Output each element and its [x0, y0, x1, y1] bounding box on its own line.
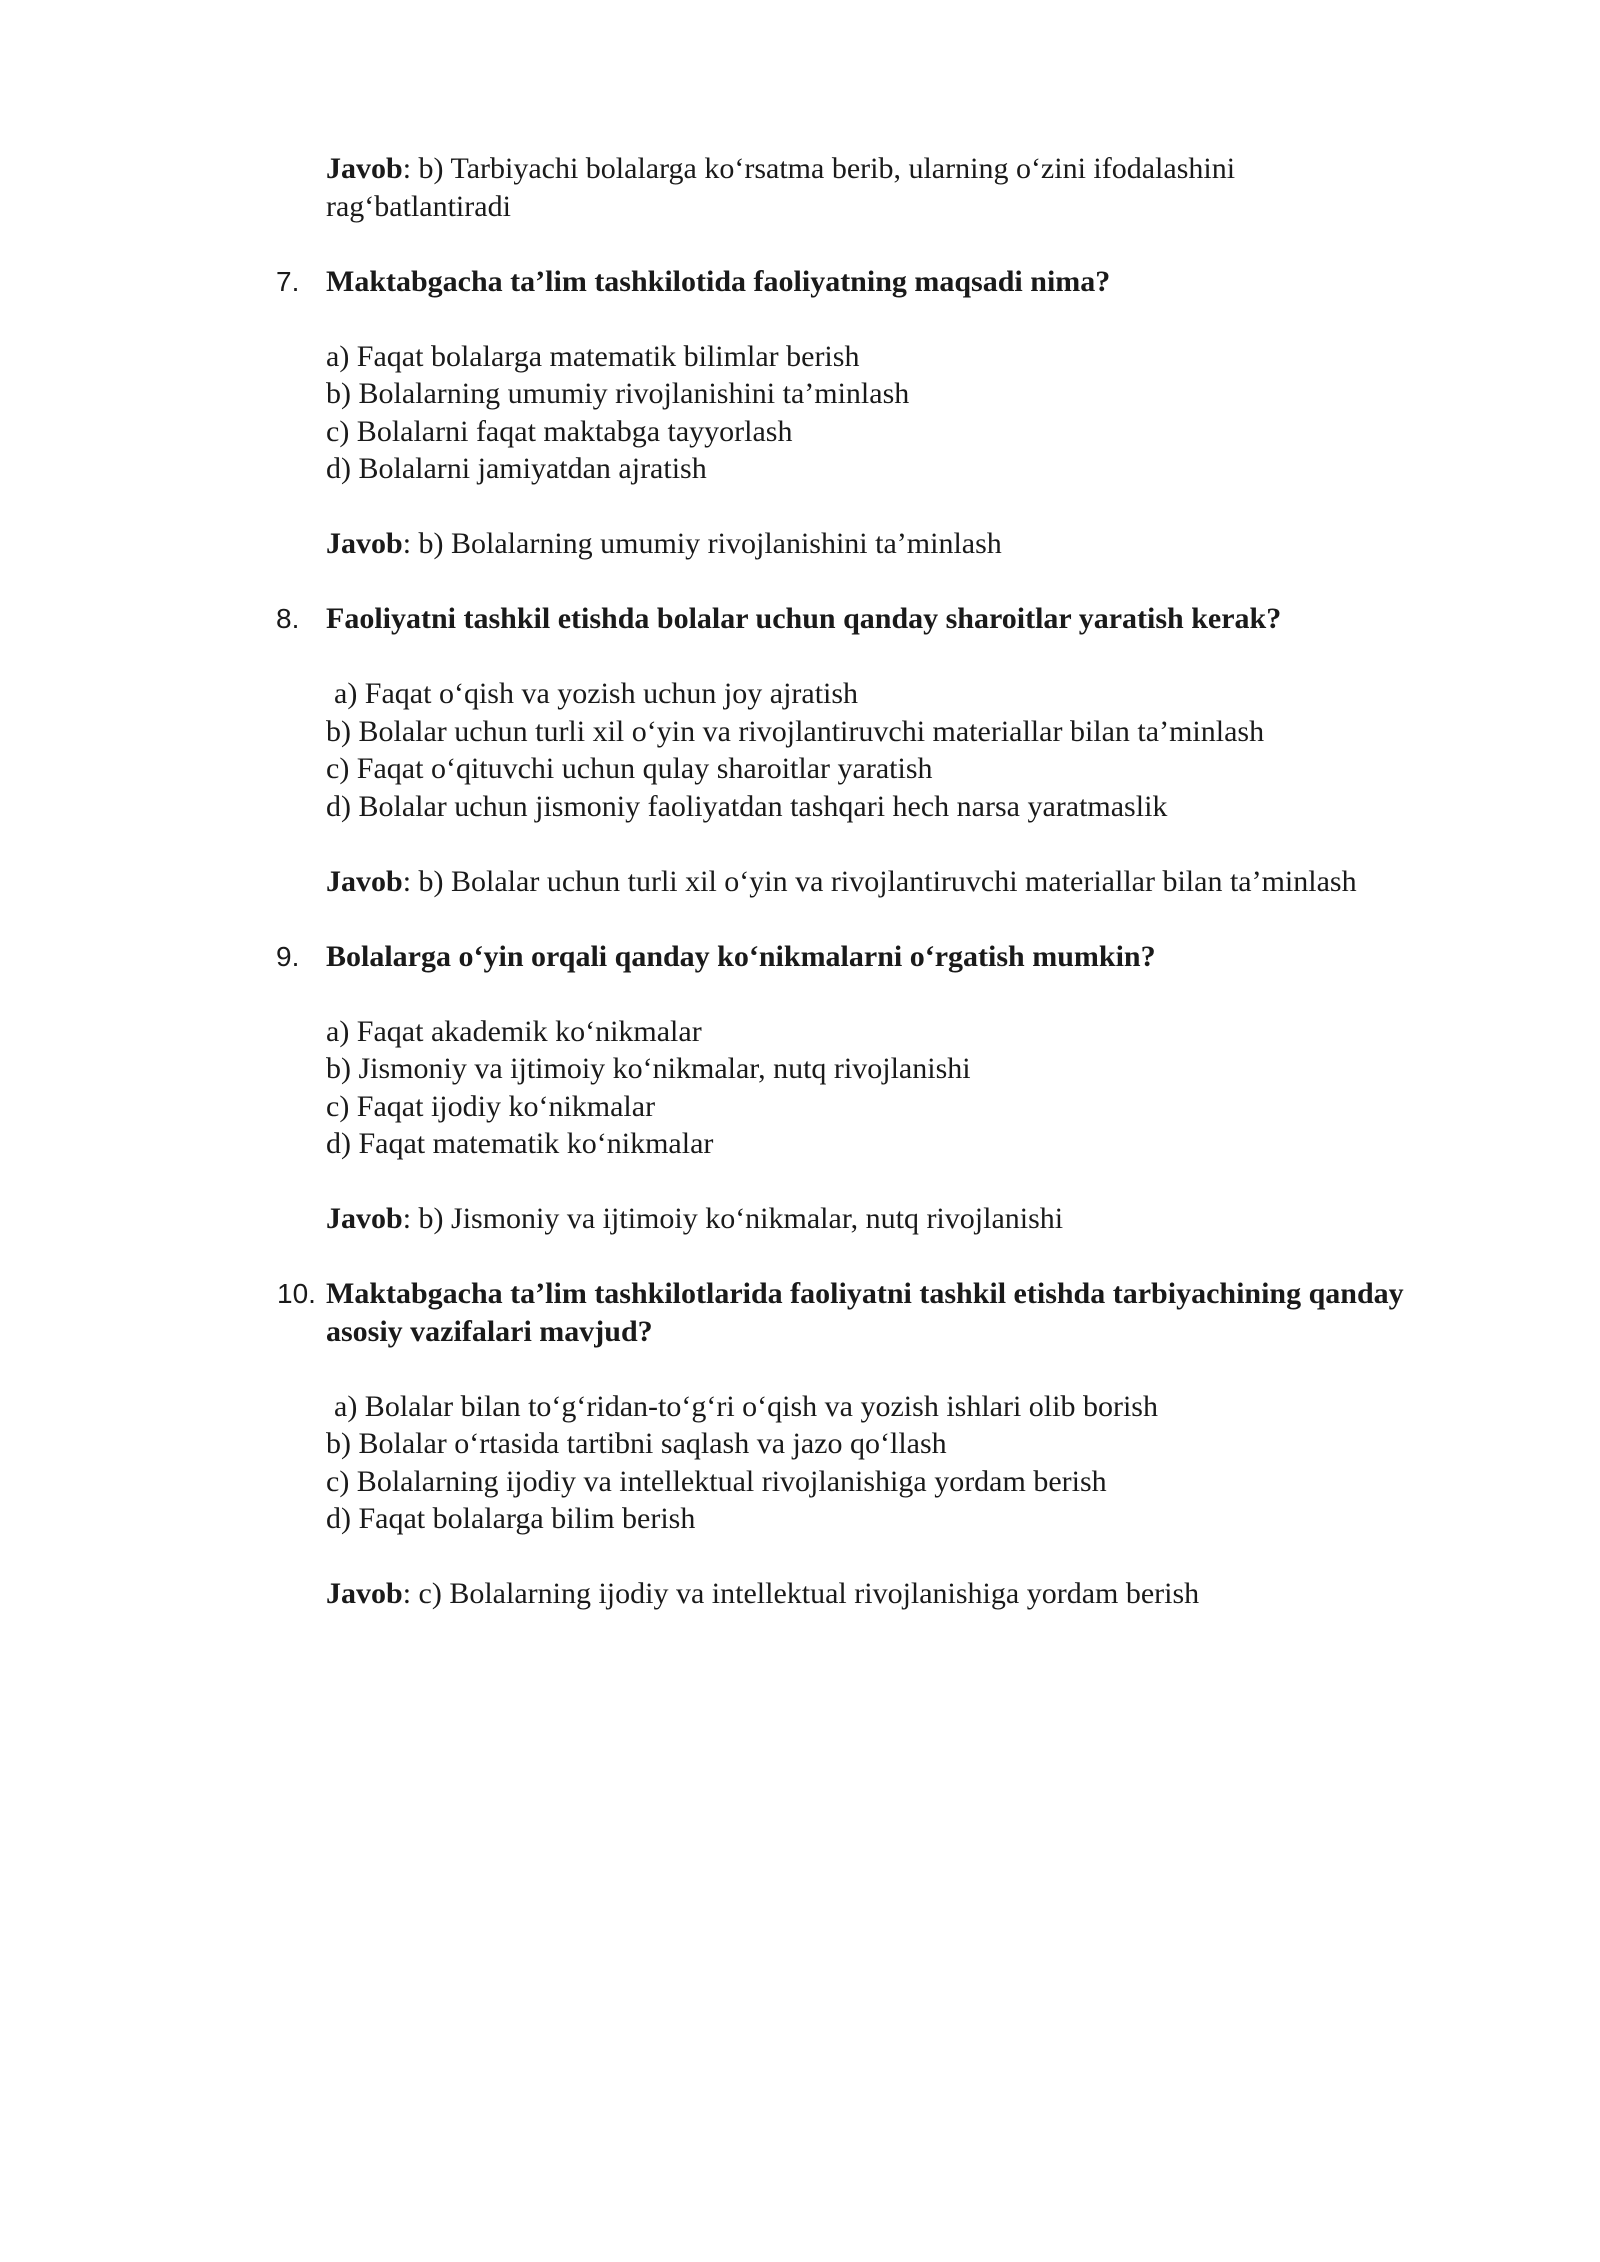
question-number: 8. — [276, 603, 300, 634]
question-10 — [277, 1275, 1506, 1350]
option-d: d) Bolalar uchun jismoniy faoliyatdan tashqari hech narsa yaratmaslik — [326, 789, 1168, 823]
option-c: c) Faqat ijodiy ko‘nikmalar — [326, 1089, 656, 1123]
option-d: d) Faqat matematik ko‘nikmalar — [326, 1127, 714, 1160]
option-a: a) Faqat o‘qish va yozish uchun joy ajratish — [334, 677, 859, 710]
carryover-answer-line-2: rag‘batlantiradi — [326, 189, 511, 223]
answer-line — [326, 863, 1506, 901]
question-number: 10. — [277, 1278, 316, 1309]
question-9 — [276, 938, 1506, 976]
option-b: b) Bolalar o‘rtasida tartibni saqlash va jazo qo‘llash — [326, 1427, 947, 1460]
answer-label: Javob — [326, 1202, 403, 1235]
option-b: b) Bolalar uchun turli xil o‘yin va rivojlantiruvchi materiallar bilan ta’minlash — [326, 714, 1265, 748]
question-text: Maktabgacha ta’lim tashkilotida faoliyatning maqsadi nima? — [326, 264, 1111, 298]
answer-text: : b) Tarbiyachi bolalarga ko‘rsatma berib, ularning o‘zini ifodalashini — [402, 152, 1236, 185]
document-content — [276, 150, 1506, 1613]
question-text-line-2: asosiy vazifalari mavjud? — [326, 1314, 653, 1348]
option-b: b) Jismoniy va ijtimoiy ko‘nikmalar, nutq rivojlanishi — [326, 1052, 971, 1085]
answer-text: : c) Bolalarning ijodiy va intellektual rivojlanishiga yordam berish — [402, 1577, 1200, 1610]
option-c: c) Bolalarni faqat maktabga tayyorlash — [326, 414, 793, 448]
answer-line — [326, 1200, 1506, 1238]
option-a: a) Faqat akademik ko‘nikmalar — [326, 1014, 702, 1048]
question-7 — [276, 263, 1506, 301]
question-text: Faoliyatni tashkil etishda bolalar uchun qanday sharoitlar yaratish kerak? — [326, 602, 1282, 635]
question-text: Bolalarga o‘yin orqali qanday ko‘nikmalarni o‘rgatish mumkin? — [326, 939, 1156, 973]
question-text-line-1: Maktabgacha ta’lim tashkilotlarida faoliyatni tashkil etishda tarbiyachining qanday — [326, 1277, 1404, 1310]
answer-line — [326, 1575, 1506, 1613]
option-d: d) Faqat bolalarga bilim berish — [326, 1502, 696, 1535]
answer-label: Javob — [326, 1577, 403, 1610]
option-d: d) Bolalarni jamiyatdan ajratish — [326, 452, 707, 485]
option-b: b) Bolalarning umumiy rivojlanishini ta’minlash — [326, 377, 910, 410]
question-number: 7. — [276, 265, 300, 297]
answer-text: : b) Bolalarning umumiy rivojlanishini ta’minlash — [402, 527, 1002, 560]
answer-label: Javob — [326, 152, 403, 185]
answer-label: Javob — [326, 527, 403, 560]
answer-label: Javob — [326, 864, 403, 898]
option-c: c) Bolalarning ijodiy va intellektual rivojlanishiga yordam berish — [326, 1464, 1107, 1498]
answer-text: : b) Bolalar uchun turli xil o‘yin va rivojlantiruvchi materiallar bilan ta’minlash — [402, 864, 1357, 898]
option-a: a) Faqat bolalarga matematik bilimlar berish — [326, 339, 860, 373]
answer-line — [326, 525, 1506, 563]
option-a: a) Bolalar bilan to‘g‘ridan-to‘g‘ri o‘qish va yozish ishlari olib borish — [334, 1389, 1158, 1423]
question-8 — [276, 600, 1506, 638]
carryover-answer-line-1 — [326, 150, 1506, 188]
question-number: 9. — [276, 940, 300, 972]
answer-text: : b) Jismoniy va ijtimoiy ko‘nikmalar, nutq rivojlanishi — [402, 1202, 1064, 1235]
option-c: c) Faqat o‘qituvchi uchun qulay sharoitlar yaratish — [326, 752, 933, 785]
